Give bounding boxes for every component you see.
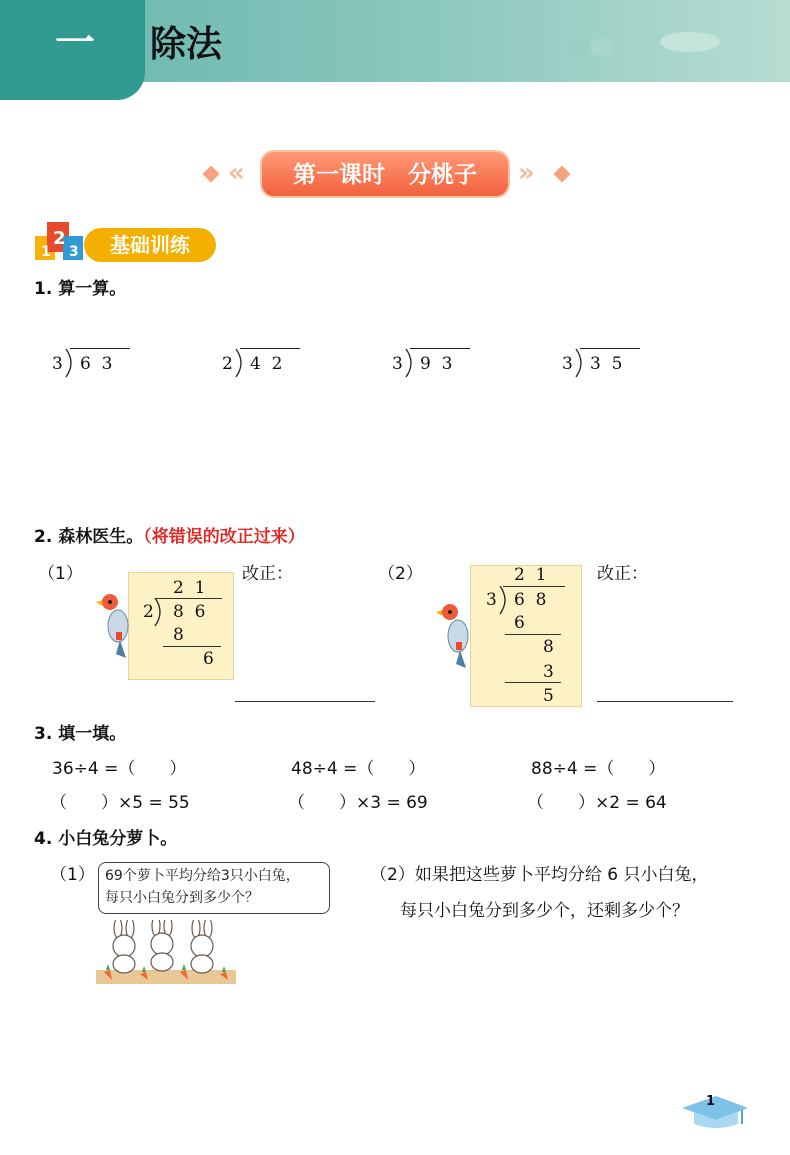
question-2-label bbox=[34, 526, 305, 548]
bubble-line-1: 69个萝卜平均分给3只小白兔， bbox=[105, 868, 300, 884]
division-bar bbox=[410, 348, 470, 349]
divisor: 3 bbox=[52, 354, 63, 374]
svg-text:3: 3 bbox=[69, 244, 79, 260]
question-2-hint: （将错误的改正过来） bbox=[143, 527, 305, 547]
divisor: 2 bbox=[143, 602, 154, 622]
dividend: 6 3 bbox=[80, 354, 113, 374]
divisor: 3 bbox=[486, 590, 497, 610]
banner-diamond-left bbox=[203, 166, 220, 183]
header-decoration bbox=[540, 22, 740, 72]
subtrahend: 6 bbox=[514, 613, 525, 633]
answer-line bbox=[597, 701, 733, 702]
subtraction-line bbox=[505, 682, 561, 683]
dividend: 8 6 bbox=[173, 602, 206, 622]
division-bracket bbox=[498, 586, 510, 616]
woodpecker-icon bbox=[96, 588, 140, 660]
fill-blank-3: 88÷4 =（ ） bbox=[531, 759, 666, 779]
question-2-title: 2. 森林医生。 bbox=[34, 527, 144, 547]
correction-label: 改正： bbox=[597, 564, 648, 584]
chapter-title: 除法 bbox=[150, 24, 223, 65]
part-1-number: （1） bbox=[50, 865, 95, 885]
chapter-number: 一 bbox=[55, 20, 95, 66]
correction-label: 改正： bbox=[242, 564, 293, 584]
bubble-line-2: 每只小白兔分到多少个？ bbox=[105, 890, 259, 906]
division-bracket bbox=[574, 347, 586, 379]
divisor: 3 bbox=[562, 354, 573, 374]
quotient: 2 1 bbox=[173, 578, 206, 598]
banner-chevron-left: « bbox=[228, 158, 245, 188]
subtrahend: 3 bbox=[543, 662, 554, 682]
division-bar bbox=[503, 586, 565, 587]
subtrahend: 8 bbox=[173, 625, 184, 645]
woodpecker-icon bbox=[436, 598, 480, 670]
remainder: 6 bbox=[203, 649, 214, 669]
fill-blank-6: （ ）×2 = 64 bbox=[527, 793, 667, 813]
svg-text:2: 2 bbox=[53, 228, 66, 249]
banner-diamond-right bbox=[554, 166, 571, 183]
speech-bubble bbox=[98, 862, 330, 914]
lesson-title-banner: 第一课时 分桃子 bbox=[260, 150, 510, 198]
banner-chevron-right: » bbox=[518, 158, 535, 188]
fill-blank-2: 48÷4 =（ ） bbox=[291, 759, 426, 779]
division-bar bbox=[70, 348, 130, 349]
division-bar bbox=[580, 348, 640, 349]
remainder: 5 bbox=[543, 686, 554, 706]
section-title-badge: 基础训练 bbox=[84, 228, 216, 262]
dividend: 9 3 bbox=[420, 354, 453, 374]
part-1-number: （1） bbox=[38, 564, 83, 584]
subtraction-line bbox=[505, 634, 561, 635]
division-bar bbox=[156, 598, 222, 599]
dividend: 4 2 bbox=[250, 354, 283, 374]
partial-dividend: 8 bbox=[543, 637, 554, 657]
fill-blank-5: （ ）×3 = 69 bbox=[288, 793, 428, 813]
division-bar bbox=[240, 348, 300, 349]
division-bracket bbox=[404, 347, 416, 379]
rabbits-with-carrots-illustration bbox=[96, 920, 236, 984]
fill-blank-4: （ ）×5 = 55 bbox=[50, 793, 190, 813]
svg-text:1: 1 bbox=[41, 244, 51, 260]
dividend: 3 5 bbox=[590, 354, 623, 374]
division-bracket bbox=[234, 347, 246, 379]
question-1-label: 1. 算一算。 bbox=[34, 279, 127, 299]
part-2-question-line-2: 每只小白兔分到多少个，还剩多少个？ bbox=[400, 901, 689, 921]
dividend: 6 8 bbox=[514, 590, 547, 610]
division-bracket bbox=[64, 347, 76, 379]
subtraction-line bbox=[163, 646, 221, 647]
part-2-number: （2） bbox=[378, 564, 423, 584]
division-bracket bbox=[153, 598, 165, 628]
quotient: 2 1 bbox=[514, 565, 547, 585]
divisor: 3 bbox=[392, 354, 403, 374]
question-4-label: 4. 小白兔分萝卜。 bbox=[34, 829, 178, 849]
answer-line bbox=[235, 701, 375, 702]
part-2-question-line-1: （2）如果把这些萝卜平均分给 6 只小白兔， bbox=[370, 865, 709, 885]
page-number: 1 bbox=[706, 1094, 716, 1109]
fill-blank-1: 36÷4 =（ ） bbox=[52, 759, 187, 779]
divisor: 2 bbox=[222, 354, 233, 374]
question-3-label: 3. 填一填。 bbox=[34, 724, 127, 744]
section-cube-icon bbox=[33, 218, 85, 262]
